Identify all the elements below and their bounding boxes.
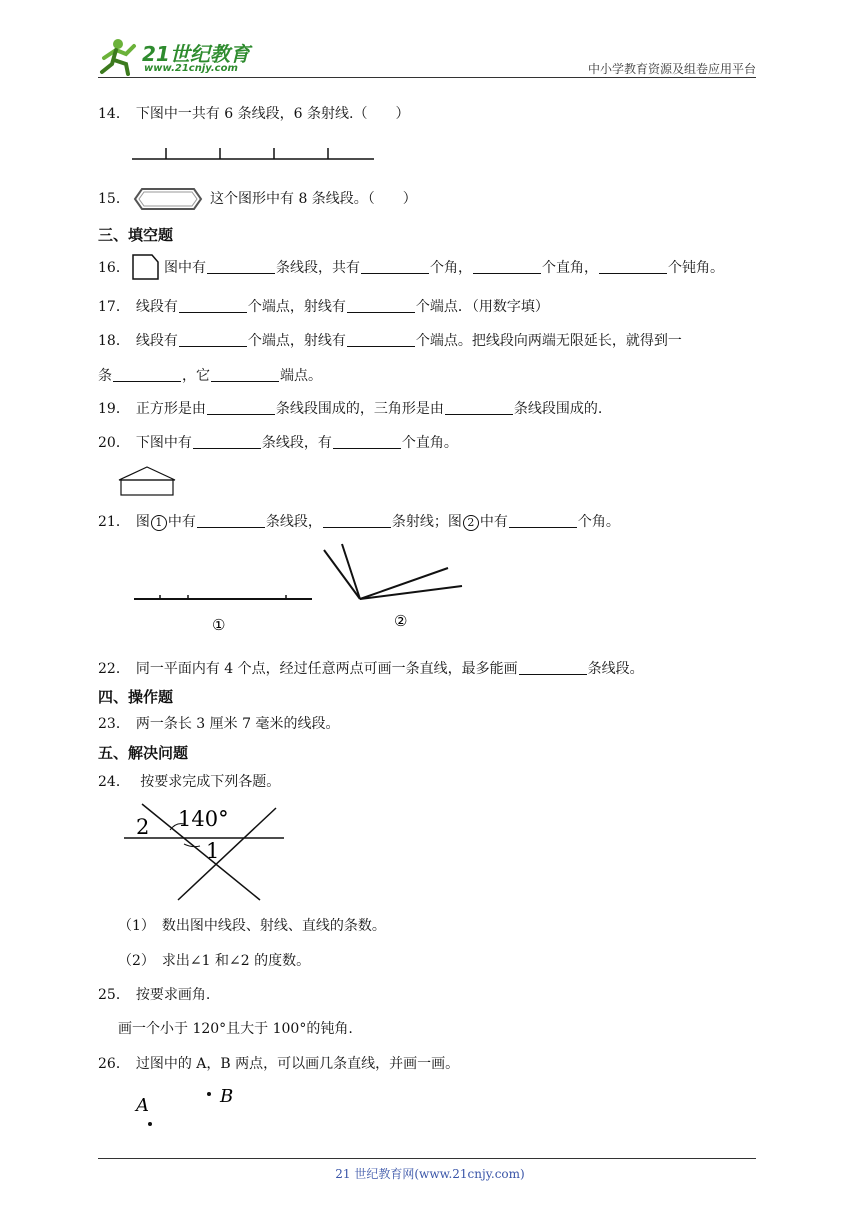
header-divider — [98, 77, 756, 78]
answer-blank[interactable] — [361, 259, 429, 274]
q21-part: 条射线；图 — [391, 514, 462, 530]
answer-blank[interactable] — [211, 367, 279, 382]
question-number: 16． — [98, 260, 130, 276]
q17-part: 个端点，射线有 — [247, 299, 346, 315]
q26-points-figure — [130, 1082, 250, 1132]
question-18 — [98, 331, 682, 351]
question-number: 21． — [98, 514, 130, 530]
question-text: 按要求画角. — [135, 987, 211, 1003]
question-14 — [98, 104, 409, 124]
question-text: 按要求完成下列各题。 — [135, 774, 281, 790]
footer-link[interactable]: 21 世纪教育网(www.21cnjy.com) — [335, 1167, 525, 1181]
section-solve: 五、解决问题 — [98, 744, 189, 762]
q18-part: 个端点。把线段向两端无限延长，就得到一 — [415, 333, 682, 349]
answer-blank[interactable] — [509, 513, 577, 528]
q20-part: 个直角。 — [401, 435, 458, 451]
logo-url: www.21cnjy.com — [144, 63, 238, 74]
q20-house-figure — [116, 464, 178, 498]
question-number: 23． — [98, 716, 130, 732]
footer-divider — [98, 1158, 756, 1159]
question-26 — [98, 1054, 459, 1074]
q25-subquestion: 画一个小于 120°且大于 100°的钝角. — [118, 1021, 353, 1037]
question-number: 15． — [98, 191, 130, 207]
q19-part: 条线段围成的，三角形是由 — [275, 401, 444, 417]
q16-part: 个钝角。 — [668, 260, 724, 276]
q21-part: 中有 — [479, 514, 508, 530]
circled-number: 2 — [463, 515, 479, 531]
point-a-label: A — [136, 1095, 149, 1116]
question-number: 22． — [98, 661, 130, 677]
question-23 — [98, 714, 339, 734]
question-text: 下图中一共有 6 条线段，6 条射线.（ ） — [135, 106, 410, 122]
answer-blank[interactable] — [333, 434, 401, 449]
question-22 — [98, 659, 644, 679]
angle-2-label: 2 — [136, 815, 150, 839]
question-18-cont — [98, 366, 322, 386]
point-b-label: B — [220, 1086, 234, 1107]
question-text: 过图中的 A，B 两点，可以画几条直线，并画一画。 — [135, 1056, 460, 1072]
answer-blank[interactable] — [193, 434, 261, 449]
answer-blank[interactable] — [519, 660, 587, 675]
q18-part: 条 — [98, 368, 112, 384]
question-number: 14． — [98, 106, 130, 122]
question-number: 19． — [98, 401, 130, 417]
q15-octagon-figure — [132, 186, 204, 212]
circled-number: 1 — [151, 515, 167, 531]
q18-part: ，它 — [182, 368, 210, 384]
q16-part: 个直角， — [542, 260, 598, 276]
logo-title: 21世纪教育 — [142, 42, 250, 66]
answer-blank[interactable] — [207, 259, 275, 274]
q19-part: 正方形是由 — [135, 401, 206, 417]
q22-part: 同一平面内有 4 个点，经过任意两点可画一条直线，最多能画 — [135, 661, 518, 677]
answer-blank[interactable] — [113, 367, 181, 382]
q22-part: 条线段。 — [587, 661, 644, 677]
q16-text — [164, 258, 724, 278]
answer-blank[interactable] — [179, 332, 247, 347]
question-21 — [98, 512, 620, 532]
section-fill-blank: 三、填空题 — [98, 226, 174, 244]
q17-part: 线段有 — [135, 299, 178, 315]
point-b-dot — [207, 1092, 211, 1096]
answer-blank[interactable] — [197, 513, 265, 528]
question-number: 18． — [98, 333, 130, 349]
q16-part: 条线段，共有 — [276, 260, 360, 276]
q19-part: 条线段围成的. — [513, 401, 603, 417]
answer-blank[interactable] — [445, 400, 513, 415]
angle-1-label: 1 — [206, 839, 220, 863]
q16-quad-figure — [131, 252, 161, 282]
q21-part: 中有 — [167, 514, 196, 530]
header-logo — [96, 36, 266, 76]
figure-label-1: ① — [212, 616, 226, 634]
q20-part: 条线段，有 — [261, 435, 332, 451]
question-15 — [98, 189, 136, 209]
question-number: 20． — [98, 435, 130, 451]
answer-blank[interactable] — [473, 259, 541, 274]
header-platform-text: 中小学教育资源及组卷应用平台 — [587, 62, 756, 76]
question-number: 25． — [98, 987, 130, 1003]
q21-part: 条线段， — [265, 514, 322, 530]
question-19 — [98, 399, 602, 419]
angle-140-label: 140° — [178, 807, 229, 831]
q21-part: 图 — [135, 514, 150, 530]
q16-part: 图中有 — [164, 260, 206, 276]
answer-blank[interactable] — [323, 513, 391, 528]
q21-part: 个角。 — [577, 514, 620, 530]
q18-part: 线段有 — [135, 333, 178, 349]
q18-part: 个端点，射线有 — [247, 333, 346, 349]
q18-part: 端点。 — [280, 368, 322, 384]
q14-segment-figure — [128, 140, 378, 164]
q21-figures — [130, 540, 470, 636]
question-20 — [98, 433, 458, 453]
point-a-dot — [148, 1122, 152, 1126]
question-17 — [98, 297, 549, 317]
q24-subquestion-2: （2） 求出∠1 和∠2 的度数。 — [118, 953, 311, 969]
q24-subquestion-1: （1） 数出图中线段、射线、直线的条数。 — [118, 918, 386, 934]
q17-part: 个端点．（用数字填） — [415, 299, 549, 315]
answer-blank[interactable] — [347, 298, 415, 313]
question-text: 两一条长 3 厘米 7 毫米的线段。 — [135, 716, 340, 732]
q16-part: 个角， — [430, 260, 472, 276]
question-25 — [98, 985, 210, 1005]
answer-blank[interactable] — [179, 298, 247, 313]
answer-blank[interactable] — [599, 259, 667, 274]
answer-blank[interactable] — [347, 332, 415, 347]
question-number: 24． — [98, 774, 130, 790]
question-number: 17． — [98, 299, 130, 315]
question-24 — [98, 772, 280, 792]
q15-text: 这个图形中有 8 条线段。（ ） — [210, 191, 417, 207]
q24-angle-figure — [120, 800, 290, 906]
section-operation: 四、操作题 — [98, 688, 174, 706]
figure-label-2: ② — [394, 612, 408, 630]
question-number: 26． — [98, 1056, 130, 1072]
q20-part: 下图中有 — [135, 435, 192, 451]
answer-blank[interactable] — [207, 400, 275, 415]
